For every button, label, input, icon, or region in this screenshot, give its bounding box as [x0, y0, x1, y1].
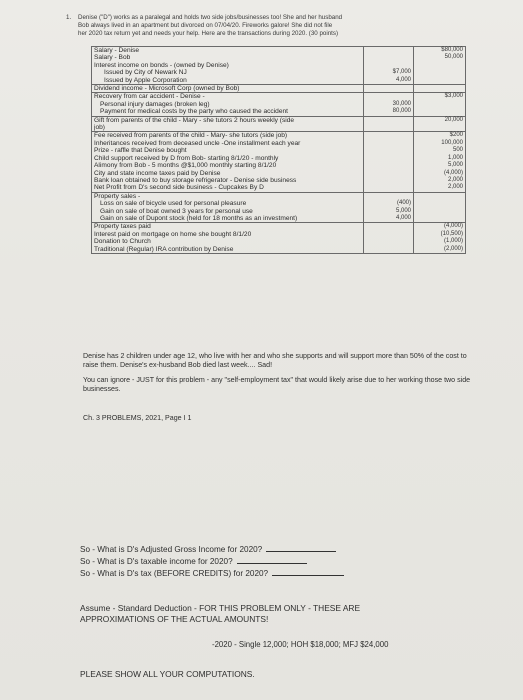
amount-cell	[366, 155, 411, 162]
amount-cell	[416, 62, 463, 69]
row-line: Loss on sale of bicycle used for personal pleasure	[100, 200, 247, 208]
row-amount-col2	[364, 223, 414, 254]
row-line: Property sales -	[94, 192, 141, 200]
amount-cell	[366, 231, 411, 238]
row-amount-col3	[414, 47, 466, 85]
row-line: Property taxes paid	[94, 223, 151, 231]
ignore-note-text: You can ignore - JUST for this problem - any "self-employment tax" that would likely arise due to her working those two side businesses.	[83, 376, 471, 393]
amount-cell	[366, 147, 411, 154]
row-line: Payment for medical costs by the party who caused the accident	[100, 108, 289, 116]
answer-blank	[266, 544, 336, 552]
amount-cell: 2,000	[447, 184, 463, 191]
answer-blank	[272, 568, 344, 576]
amount-cell	[366, 93, 411, 100]
header-line: Bob always lived in an apartment but divorced on 07/04/20. Fireworks galore! She did not file	[78, 22, 333, 29]
row-amount-col2	[364, 93, 414, 116]
row-line: Fee received from parents of the child - Mary- she tutors (side job)	[94, 132, 288, 140]
table-row	[92, 116, 466, 132]
amount-cell: 1,000	[447, 154, 463, 161]
amount-cell	[416, 101, 463, 108]
row-amount-col2	[364, 116, 414, 132]
row-line: Issued by City of Newark NJ	[104, 69, 187, 77]
amount-cell: (1,000)	[443, 238, 463, 245]
amount-cell	[366, 223, 411, 230]
amount-cell	[366, 238, 411, 245]
row-description	[92, 132, 364, 192]
row-line: Child support received by D from Bob- starting 8/1/20 - monthly	[94, 154, 279, 162]
row-line: Gain on sale of Dupont stock (held for 18 months as an investment)	[100, 214, 298, 222]
standard-deduction-amounts: -2020 - Single 12,000; HOH $18,000; MFJ $24,000	[212, 640, 389, 649]
amount-cell	[366, 132, 411, 139]
amount-cell: $3,000	[444, 93, 463, 100]
row-line: Dividend income - Microsoft Corp (owned by Bob)	[94, 85, 240, 93]
amount-cell	[416, 193, 463, 200]
amount-cell	[416, 77, 463, 84]
row-amount-col2	[364, 47, 414, 85]
row-amount-col3	[414, 93, 466, 116]
table-row	[92, 47, 466, 85]
page-footer-text: Ch. 3 PROBLEMS, 2021, Page I 1	[83, 414, 192, 422]
ignore-note	[83, 376, 483, 394]
row-line: Net Profit from D's second side business - Cupcakes By D	[94, 184, 264, 192]
amount-cell	[366, 47, 411, 54]
amount-cell: (400)	[396, 200, 411, 207]
amount-cell: (4,000)	[443, 223, 463, 230]
amount-cell	[366, 193, 411, 200]
question-tax-text: So - What is D's tax (BEFORE CREDITS) for 2020?	[80, 569, 269, 578]
show-computations-note: PLEASE SHOW ALL YOUR COMPUTATIONS.	[80, 669, 255, 679]
row-line: Interest income on bonds - (owned by Denise)	[94, 61, 229, 69]
header-line: her 2020 tax return yet and needs your help. Here are the transactions during 2020. (30 points)	[78, 30, 339, 37]
amount-cell: 5,000	[447, 162, 463, 169]
children-note	[83, 352, 483, 370]
problem-header	[66, 14, 473, 38]
children-note-text: Denise has 2 children under age 12, who live with her and who she supports and will support more than 50% of the cost to raise them. Denise's ex-husband Bob died last week.... Sad!	[83, 352, 467, 369]
question-agi-text: So - What is D's Adjusted Gross Income for 2020?	[80, 545, 263, 554]
amount-cell	[366, 246, 411, 253]
row-line: Personal injury damages (broken leg)	[100, 100, 210, 108]
row-line: Issued by Apple Corporation	[104, 76, 187, 84]
amount-cell	[416, 208, 463, 215]
page-footer	[83, 414, 483, 423]
row-line: Traditional (Regular) IRA contribution by Denise	[94, 245, 234, 253]
row-amount-col2	[364, 192, 414, 223]
amount-cell	[416, 200, 463, 207]
question-agi	[80, 544, 380, 555]
row-description	[92, 85, 364, 93]
amount-cell: 5,000	[395, 207, 411, 214]
amount-cell	[416, 215, 463, 222]
amount-cell	[366, 177, 411, 184]
table-row	[92, 132, 466, 192]
amount-cell: $200	[449, 132, 463, 139]
row-description	[92, 93, 364, 116]
amount-cell	[366, 184, 411, 191]
row-line: Gain on sale of boat owned 3 years for personal use	[100, 207, 253, 215]
problem-number: 1.	[66, 14, 72, 21]
amount-cell: 500	[452, 147, 463, 154]
question-tax	[80, 568, 380, 579]
row-amount-col3	[414, 223, 466, 254]
row-amount-col3	[414, 192, 466, 223]
amount-cell	[366, 124, 411, 131]
amount-cell: 80,000	[392, 108, 411, 115]
amount-cell: 20,000	[444, 116, 463, 123]
row-line: Bank loan obtained to buy storage refrigerator - Denise side business	[94, 176, 297, 184]
row-description	[92, 223, 364, 254]
amount-cell: 100,000	[441, 139, 463, 146]
row-amount-col3	[414, 116, 466, 132]
amount-cell: (10,500)	[440, 230, 463, 237]
answer-blank	[237, 556, 307, 564]
row-line: Prize - raffle that Denise bought	[94, 147, 187, 155]
amount-cell: $7,000	[392, 69, 411, 76]
row-line: Donation to Church	[94, 238, 151, 246]
row-description	[92, 192, 364, 223]
row-line: Salary - Bob	[94, 54, 131, 62]
amount-cell	[366, 140, 411, 147]
amount-cell	[416, 85, 463, 92]
amount-cell: 4,000	[395, 76, 411, 83]
amount-cell: $80,000	[441, 47, 463, 53]
amount-cell	[366, 54, 411, 61]
amount-cell: (4,000)	[443, 169, 463, 176]
row-description	[92, 116, 364, 132]
table-row	[92, 192, 466, 223]
amount-cell	[366, 162, 411, 169]
amount-cell	[416, 108, 463, 115]
row-amount-col2	[364, 132, 414, 192]
header-line: Denise ("D") works as a paralegal and holds two side jobs/businesses too! She and her husband	[78, 14, 343, 21]
amount-cell: (2,000)	[443, 245, 463, 252]
row-line: Alimony from Bob - 5 months @$1,000 monthly starting 8/1/20	[94, 162, 277, 170]
assumption-line-1: Assume - Standard Deduction - FOR THIS PROBLEM ONLY - THESE ARE	[80, 603, 361, 613]
row-line: Interest paid on mortgage on home she bought 8/1/20	[94, 230, 252, 238]
question-taxable-income-text: So - What is D's taxable income for 2020?	[80, 557, 233, 566]
transactions-table	[91, 46, 466, 254]
amount-cell	[416, 124, 463, 131]
amount-cell	[366, 85, 411, 92]
row-line: Gift from parents of the child - Mary - she tutors 2 hours weekly (side	[94, 116, 295, 124]
row-amount-col2	[364, 85, 414, 93]
amount-cell	[366, 170, 411, 177]
row-line: City and state income taxes paid by Denise	[94, 169, 221, 177]
row-amount-col3	[414, 85, 466, 93]
amount-cell	[366, 117, 411, 124]
row-line: Inheritances received from deceased uncle -One installment each year	[94, 139, 301, 147]
amount-cell	[416, 69, 463, 76]
row-line: Recovery from car accident - Denise -	[94, 93, 205, 101]
assumption-line-2: APPROXIMATIONS OF THE ACTUAL AMOUNTS!	[80, 614, 269, 624]
amount-cell: 4,000	[395, 214, 411, 221]
row-line: job)	[94, 124, 105, 132]
table-row	[92, 85, 466, 93]
amount-cell: 2,000	[447, 176, 463, 183]
table-row	[92, 93, 466, 116]
amount-cell: 30,000	[392, 100, 411, 107]
row-description	[92, 47, 364, 85]
row-line: Salary - Denise	[94, 47, 140, 54]
row-amount-col3	[414, 132, 466, 192]
table-row	[92, 223, 466, 254]
amount-cell: 50,000	[444, 54, 463, 61]
question-taxable-income	[80, 556, 380, 567]
amount-cell	[366, 62, 411, 69]
